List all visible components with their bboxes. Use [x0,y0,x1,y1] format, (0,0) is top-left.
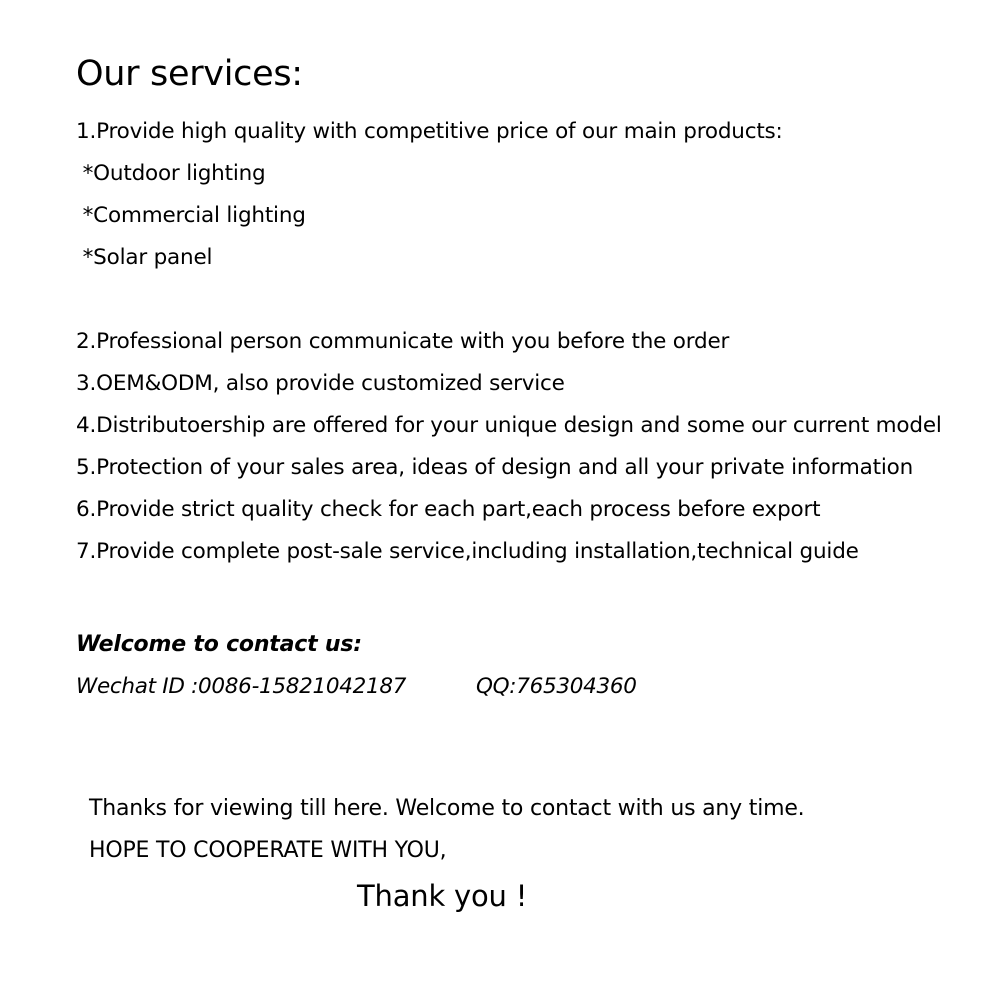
service-item-2: 2.Professional person communicate with you before the order [76,329,730,354]
page-title: Our services: [76,54,303,94]
thank-you-text: Thank you ! [357,879,528,913]
closing-cooperate-line: HOPE TO COOPERATE WITH YOU, [89,838,447,863]
product-item-outdoor-lighting: *Outdoor lighting [76,161,266,186]
product-item-solar-panel: *Solar panel [76,245,213,270]
product-item-commercial-lighting: *Commercial lighting [76,203,306,228]
closing-thanks-line: Thanks for viewing till here. Welcome to contact with us any time. [89,796,805,821]
service-item-3: 3.OEM&ODM, also provide customized service [76,371,565,396]
service-item-5: 5.Protection of your sales area, ideas of design and all your private information [76,455,914,480]
service-item-7: 7.Provide complete post-sale service,including installation,technical guide [76,539,859,564]
wechat-id: Wechat ID :0086-15821042187 [76,674,407,699]
qq-number: QQ:765304360 [476,674,637,699]
service-item-6: 6.Provide strict quality check for each part,each process before export [76,497,821,522]
service-item-4: 4.Distributoership are offered for your unique design and some our current model [76,413,942,438]
contact-heading: Welcome to contact us: [76,632,362,657]
service-item-1: 1.Provide high quality with competitive price of our main products: [76,119,783,144]
